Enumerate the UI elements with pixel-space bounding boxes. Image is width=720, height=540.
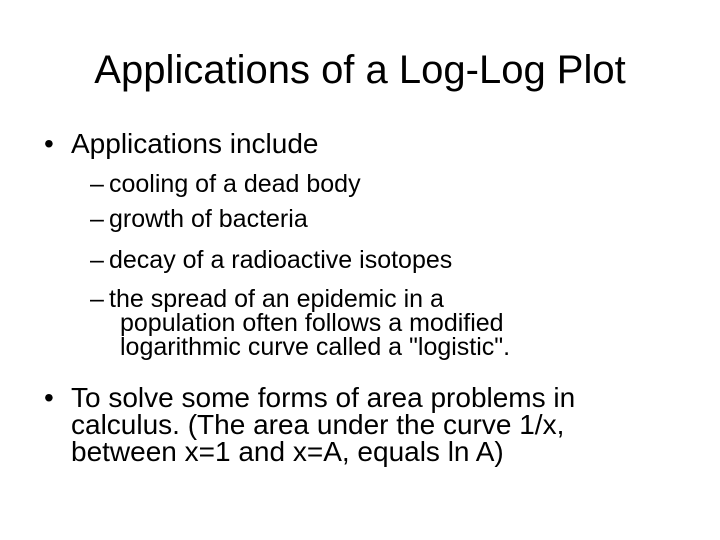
dash-icon: –: [90, 205, 104, 233]
bullet-icon: •: [44, 382, 54, 413]
sub-item-text: decay of a radioactive isotopes: [109, 246, 453, 274]
bullet-text: Applications include: [71, 128, 319, 159]
sub-item-text: growth of bacteria: [109, 205, 308, 233]
dash-icon: –: [90, 246, 104, 274]
sub-item-text: cooling of a dead body: [109, 170, 361, 198]
dash-icon: –: [90, 285, 104, 313]
slide-title: Applications of a Log-Log Plot: [94, 48, 626, 92]
dash-icon: –: [90, 170, 104, 198]
bullet-text: To solve some forms of area problems in calculus. (The area under the curve 1/x, between x=1 and x=A, equals ln A): [71, 382, 576, 467]
sub-item-text: the spread of an epidemic in a population often follows a modified logarithmic curve called a "logistic".: [109, 285, 511, 361]
bullet-icon: •: [44, 128, 54, 159]
